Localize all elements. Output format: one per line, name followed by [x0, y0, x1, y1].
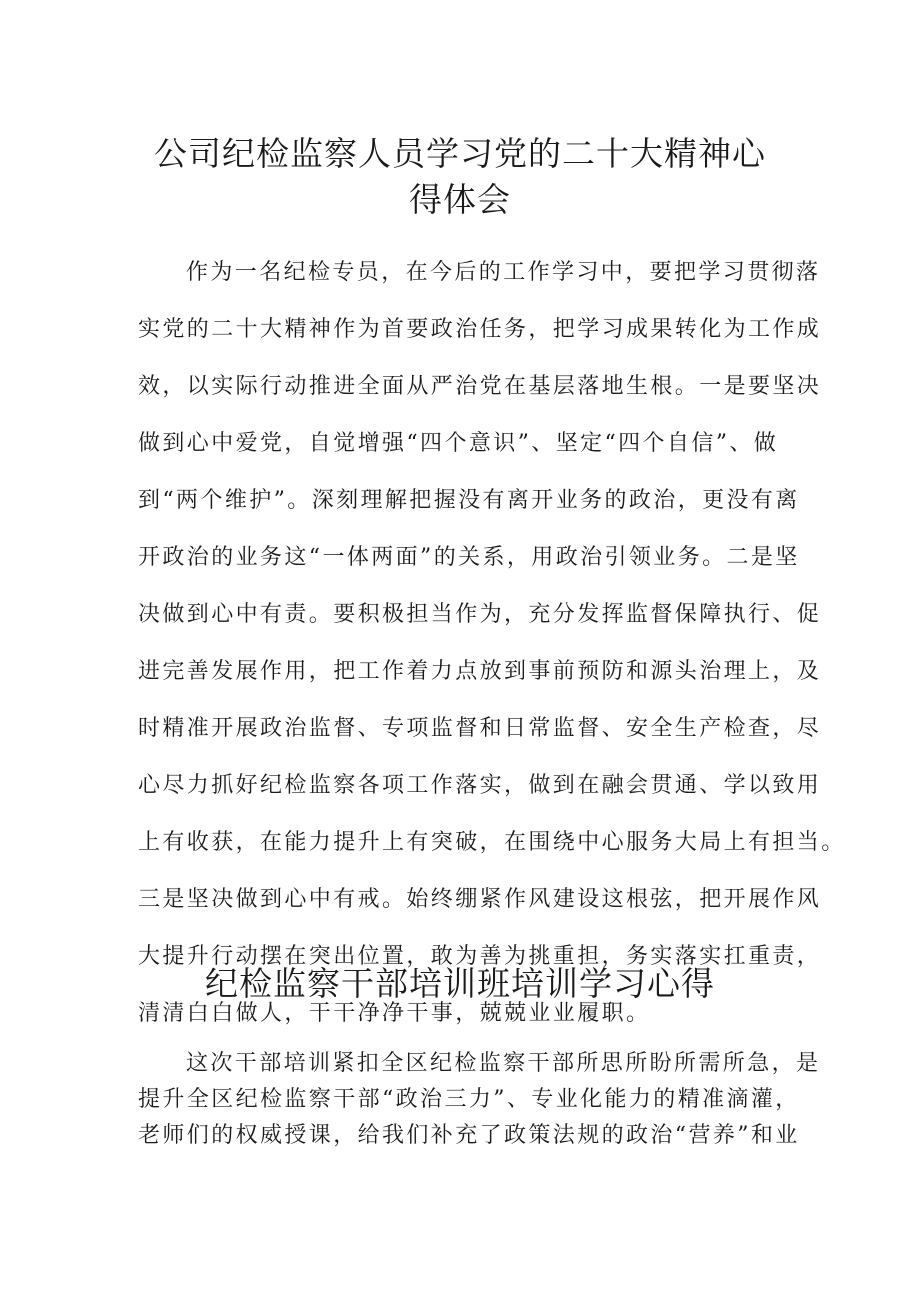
article1-line: 开政治的业务这“一体两面”的关系，用政治引领业务。二是坚: [138, 545, 800, 570]
article1-line: 心尽力抓好纪检监察各项工作落实，做到在融会贯通、学以致用: [138, 773, 822, 798]
article1-body: [138, 244, 846, 1042]
article1-line: 进完善发展作用，把工作着力点放到事前预防和源头治理上，及: [138, 659, 822, 684]
article1-title-line1: 公司纪检监察人员学习党的二十大精神心: [154, 134, 766, 173]
article1-line: 效，以实际行动推进全面从严治党在基层落地生根。一是要坚决: [138, 374, 822, 399]
article2-title: 纪检监察干部培训班培训学习心得: [205, 964, 715, 1003]
article1-line: 到“两个维护”。深刻理解把握没有离开业务的政治，更没有离: [138, 488, 800, 513]
article2-body: [138, 1046, 821, 1154]
article1-line: 大提升行动摆在突出位置，敢为善为挑重担，务实落实扛重责，: [138, 944, 822, 969]
article2-line: 提升全区纪检监察干部“政治三力”、专业化能力的精准滴灌，: [138, 1087, 800, 1112]
article1-line: 三是坚决做到心中有戒。始终绷紧作风建设这根弦，把开展作风: [138, 887, 822, 912]
article1-line: 实党的二十大精神作为首要政治任务，把学习成果转化为工作成: [138, 317, 822, 342]
article1-line: 时精准开展政治监督、专项监督和日常监督、安全生产检查，尽: [138, 716, 822, 741]
article1-line: 作为一名纪检专员，在今后的工作学习中，要把学习贯彻落: [186, 260, 821, 285]
article2-line: 这次干部培训紧扣全区纪检监察干部所思所盼所需所急，是: [186, 1051, 821, 1076]
article1-line: 清清白白做人，干干净净干事，兢兢业业履职。: [138, 1001, 651, 1026]
article2-line: 老师们的权威授课，给我们补充了政策法规的政治“营养”和业: [138, 1123, 800, 1148]
article1-line: 决做到心中有责。要积极担当作为，充分发挥监督保障执行、促: [138, 602, 822, 627]
article1-line: 做到心中爱党，自觉增强“四个意识”、坚定“四个自信”、做: [138, 431, 779, 456]
article1-title-line2: 得体会: [409, 180, 511, 219]
article1-line: 上有收获，在能力提升上有突破，在围绕中心服务大局上有担当。: [138, 830, 846, 855]
